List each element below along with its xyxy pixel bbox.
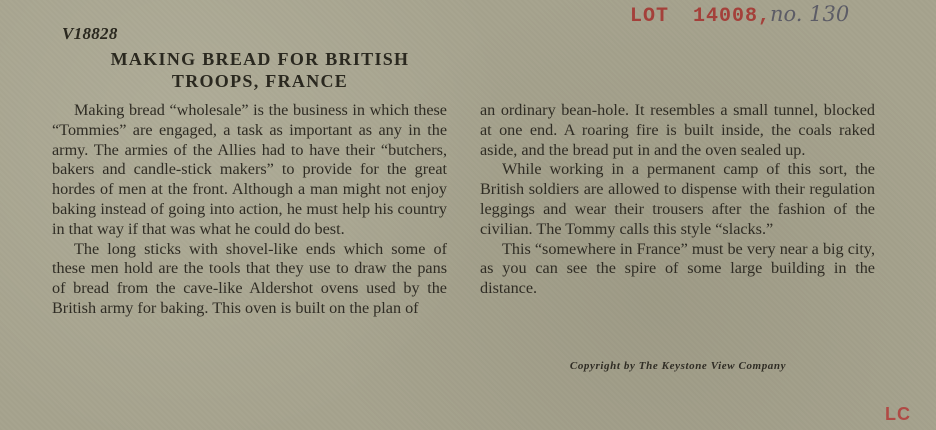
lot-stamp — [630, 5, 771, 28]
lot-number: 14008, — [693, 5, 772, 28]
card-title — [60, 48, 460, 92]
catalog-id: V18828 — [62, 24, 118, 43]
left-paragraph-2: The long sticks with shovel-like ends which some of these men hold are the tools that they use to draw the pans of bread from the cave-like Aldershot ovens used by the British army for baking. This oven is built on the plan of — [52, 239, 447, 317]
right-column — [480, 101, 875, 299]
title-line-2: TROOPS, FRANCE — [171, 71, 349, 91]
left-column — [52, 101, 447, 319]
left-paragraph-1: Making bread “wholesale” is the business in which these “Tommies” are engaged, a task as important as any in the army. The armies of the Allies had to have their “butchers, bakers and candle-stick makers” to provide for the great hordes of men at the front. Although a man might not enjoy baking instead of going into action, he must help his country in that way if that was what he could do best. — [52, 101, 447, 238]
right-paragraph-2: While working in a permanent camp of this sort, the British soldiers are allowed to dispense with their regulation leggings and wear their trousers after the fashion of the civilian. The Tommy calls this style “slacks.” — [480, 160, 875, 238]
lot-label: LOT — [630, 5, 670, 28]
right-paragraph-3: This “somewhere in France” must be very near a big city, as you can see the spire of some large building in the distance. — [480, 239, 875, 298]
copyright-line: Copyright by The Keystone View Company — [569, 360, 787, 372]
lc-stamp: LC — [885, 404, 911, 424]
title-line-1: MAKING BREAD FOR BRITISH — [110, 49, 410, 69]
lot-handwritten-number: no. 130 — [770, 2, 850, 26]
right-paragraph-1: an ordinary bean-hole. It resembles a small tunnel, blocked at one end. A roaring fire is built inside, the coals raked aside, and the bread put in and the oven sealed up. — [480, 101, 875, 159]
